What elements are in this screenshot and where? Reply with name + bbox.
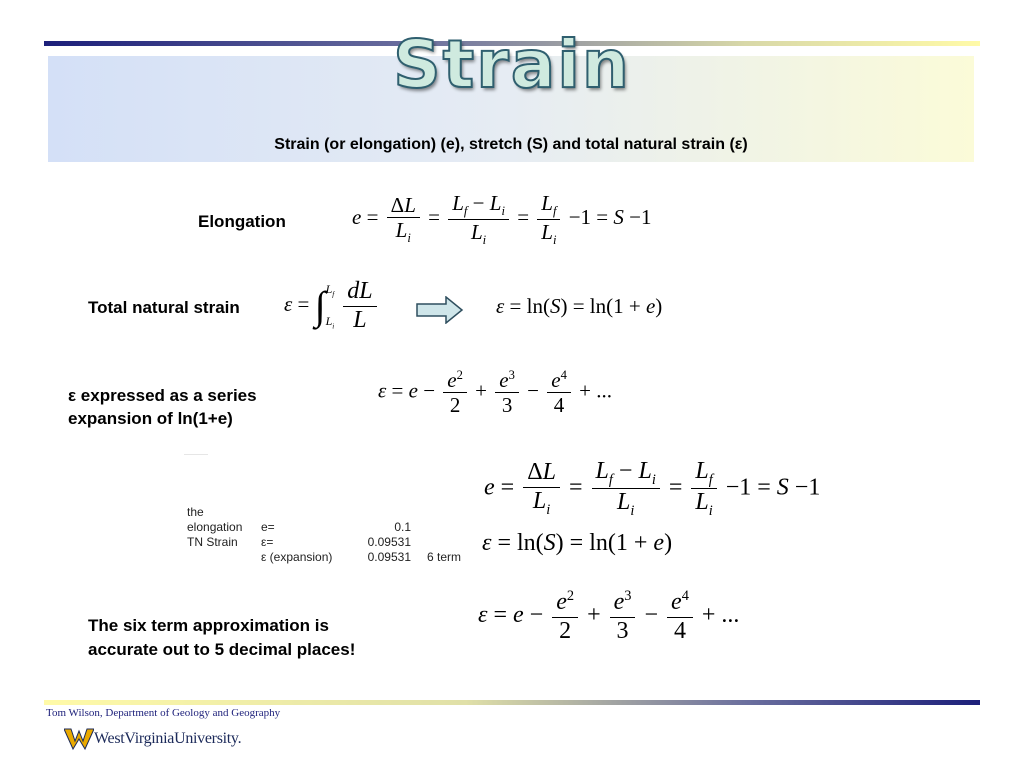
table-cell-symbol: ε= [261, 535, 274, 549]
table-cell-symbol: ε (expansion) [261, 550, 333, 564]
conclusion-line1: The six term approximation is [88, 616, 329, 635]
elongation-equation-large: e = $\frac{\Delta L}{L_i}$ = $\frac{L_f - L_i}{L_i}$ = $\frac{L_f}{L_i}$ −1 = S −1 [484, 458, 821, 520]
table-cell-note [415, 535, 465, 550]
natural-strain-integral: ε = ∫ $L_f$ $L_i$ $\frac{dL}{L}$ [284, 278, 380, 334]
calculation-table [183, 505, 465, 565]
table-cell-symbol: e= [261, 520, 275, 534]
table-cell-value: 0.09531 [367, 535, 411, 549]
bottom-divider-bar [44, 700, 980, 705]
natural-strain-log-equation-large: ε = ln(S) = ln(1 + e) [482, 530, 673, 556]
series-label-line1: ε expressed as a series [68, 386, 257, 405]
table-row [183, 535, 465, 550]
wvu-flying-wv-icon [64, 727, 94, 751]
conclusion-line2: accurate out to 5 decimal places! [88, 640, 356, 659]
series-expansion-equation-large: ε = e − $\frac{e^2}{2}$ + $\frac{e^3}{3}$ − $\frac{e^4}{4}$ + ... [478, 588, 740, 644]
natural-strain-log-equation: ε = ln(S) = ln(1 + e) [496, 294, 663, 318]
faint-rule [184, 454, 208, 455]
table-cell-note: 6 term [427, 550, 462, 564]
table-cell-name: elongation [187, 520, 243, 534]
table-cell-name: TN Strain [187, 535, 238, 549]
slide-title: Strain [393, 26, 631, 103]
series-expansion-equation: ε = e − $\frac{e^2}{2}$ + $\frac{e^3}{3}$ − $\frac{e^4}{4}$ + ... [378, 368, 612, 418]
total-natural-strain-label: Total natural strain [88, 298, 240, 317]
table-header-cell: the [187, 505, 204, 519]
wvu-logo [64, 724, 241, 754]
table-cell-value: 0.1 [394, 520, 411, 534]
table-row [183, 550, 465, 565]
table-cell-note [415, 520, 465, 535]
elongation-equation: e = $\frac{\Delta L}{L_i}$ = $\frac{L_f - L_i}{L_i}$ = $\frac{L_f}{L_i}$ −1 = S −1 [352, 191, 652, 247]
table-row [183, 505, 465, 520]
slide-subtitle: Strain (or elongation) (e), stretch (S) and total natural strain (ε) [274, 136, 748, 153]
table-cell-value: 0.09531 [367, 550, 411, 564]
footer-credit: Tom Wilson, Department of Geology and Geography [46, 707, 281, 719]
table-row [183, 520, 465, 535]
logo-text: WestVirginiaUniversity. [94, 730, 242, 747]
elongation-label: Elongation [198, 212, 286, 231]
right-arrow-icon [416, 296, 464, 324]
table-cell-name [183, 550, 257, 565]
series-label-line2: expansion of ln(1+e) [68, 409, 233, 428]
